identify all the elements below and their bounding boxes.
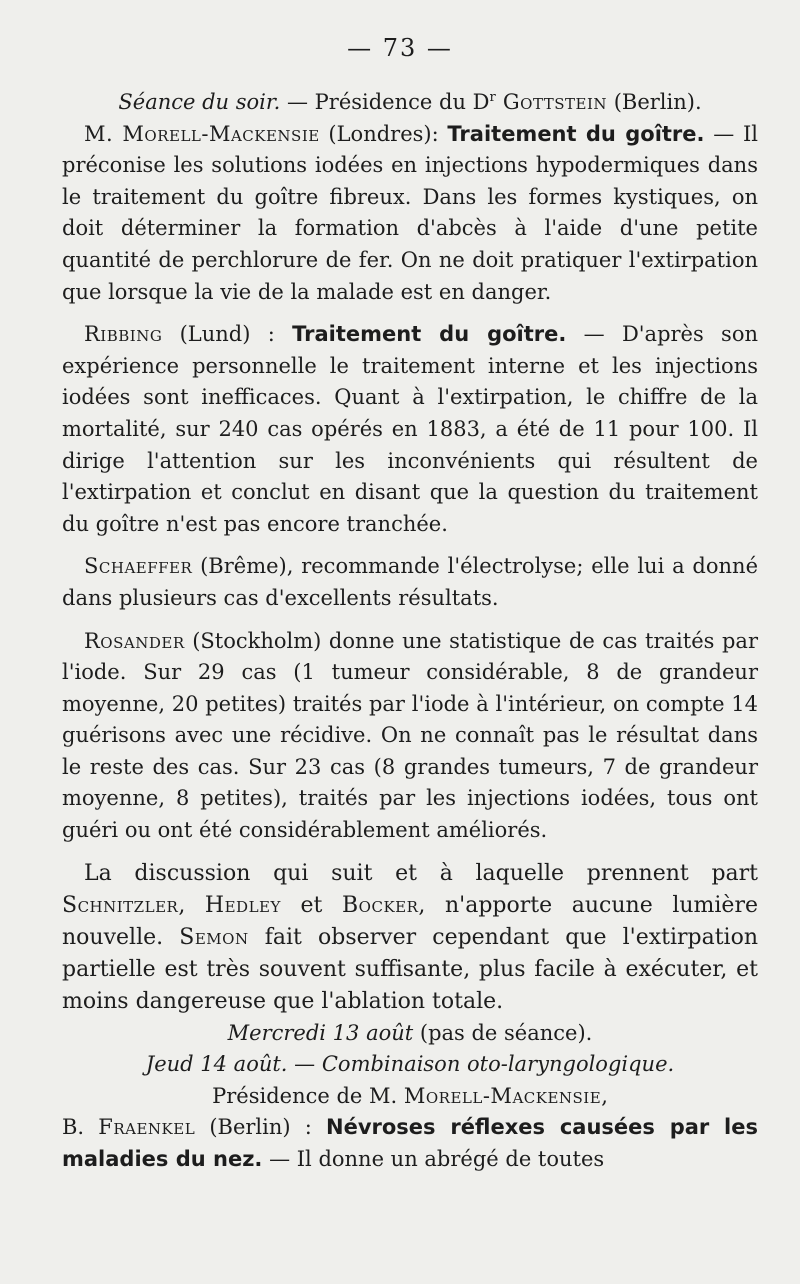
speaker-name: Rosander — [84, 628, 185, 653]
paragraph-body: — Il préconise les solutions iodées en injections hypodermiques dans le traitement du goître fibreux. Dans les formes kystiques, on doit déterminer la formation d'abcès à l'aide d'une petite quantité de perchlorure de fer. On ne doit pratiquer l'extirpation que lorsque la vie de la malade est en danger. — [62, 121, 758, 304]
paragraph-discussion — [62, 858, 758, 1018]
paragraph-body: (Brême), recommande l'électrolyse; elle lui a donné dans plusieurs cas d'excellents résultats. — [62, 554, 758, 610]
speaker-name: Schaeffer — [84, 554, 193, 579]
paper-title: Névroses réflexes causées par les maladies du nez. — [62, 1115, 758, 1172]
speaker-initial: B. — [62, 1115, 99, 1140]
page-number: — 73 — — [347, 34, 453, 62]
discussion-end: fait observer cependant que l'extirpation partielle est très souvent suffisante, plus facile à exécuter, et moins dangereuse que l'ablation totale. — [62, 924, 759, 1014]
president-city: (Berlin). — [607, 90, 702, 114]
paragraph-body: — Il donne un abrégé de toutes — [262, 1147, 605, 1172]
speaker-city: (Londres): — [319, 121, 448, 146]
dr-superscript: r — [489, 90, 496, 105]
presidency-line — [62, 1081, 758, 1113]
wednesday-note: (pas de séance). — [413, 1020, 593, 1045]
participant-name: Semon — [179, 924, 249, 950]
paper-title: Traitement du goître. — [447, 121, 705, 146]
speaker-name: M. Morell-Mackensie — [84, 121, 320, 146]
paragraph-body: — D'après son expérience personnelle le traitement interne et les injections iodées sont inefficaces. Quant à l'extirpation, le chiffre de la mortalité, sur 240 cas opérés en 1883, a été de 11 pour 100. Il dirige l'attention sur les inconvénients qui résultent de l'extirpation et conclut en disant que la question du traitement du goître n'est pas encore tranchée. — [62, 322, 758, 536]
discussion-mid: , n'apporte aucune lumière nouvelle. — [62, 892, 758, 950]
thursday-dash: — — [287, 1052, 322, 1077]
text-column — [62, 82, 758, 1176]
presidency-name: Morell-Mackensie — [403, 1083, 602, 1108]
paragraph-ribbing — [62, 319, 758, 540]
session-presidency: — Présidence du D — [280, 90, 490, 114]
paper-title: Traitement du goître. — [292, 322, 567, 347]
speaker-city: (Berlin) : — [195, 1115, 326, 1140]
president-name: Gottstein — [495, 90, 608, 114]
separator: , — [178, 892, 205, 918]
paragraph-rosander — [62, 626, 758, 847]
separator: et — [280, 892, 342, 918]
wednesday-heading — [62, 1018, 758, 1050]
paragraph-schaeffer — [62, 551, 758, 614]
speaker-name: Fraenkel — [98, 1115, 196, 1140]
speaker-name: Ribbing — [84, 322, 163, 347]
paragraph-fraenkel — [62, 1112, 758, 1175]
thursday-heading — [62, 1049, 758, 1081]
paragraph-morell-mackensie — [62, 119, 758, 309]
participant-name: Schnitzler — [62, 892, 179, 918]
speaker-city: (Lund) : — [162, 322, 293, 347]
thursday-subject: Combinaison oto-laryngologique. — [321, 1052, 675, 1077]
session-label: Séance du soir. — [118, 90, 281, 114]
discussion-intro: La discussion qui suit et à laquelle prennent part — [84, 860, 758, 886]
presidency-suffix: , — [601, 1083, 608, 1108]
paragraph-body: (Stockholm) donne une statistique de cas traités par l'iode. Sur 29 cas (1 tumeur considérable, 8 de grandeur moyenne, 20 petites) traités par l'iode à l'intérieur, on compte 14 guérisons avec une récidive. On ne connaît pas le résultat dans le reste des cas. Sur 23 cas (8 grandes tumeurs, 7 de grandeur moyenne, 8 petites), traités par les injections iodées, tous ont guéri ou ont été considérablement améliorés. — [62, 628, 758, 843]
session-heading — [62, 82, 758, 119]
presidency-prefix: Présidence de M. — [212, 1083, 404, 1108]
participant-name: Hedley — [204, 892, 281, 918]
thursday-date: Jeud 14 août. — [145, 1052, 288, 1077]
wednesday-date: Mercredi 13 août — [227, 1020, 414, 1045]
participant-name: Bocker — [342, 892, 419, 918]
